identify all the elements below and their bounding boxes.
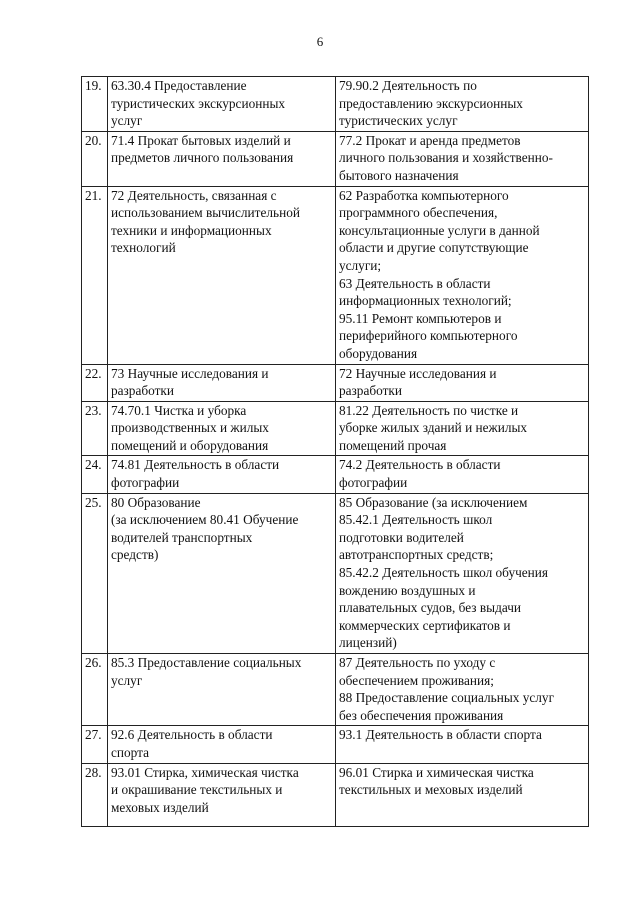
cell-text-line: услуг bbox=[111, 113, 143, 129]
cell-text-line: 77.2 Прокат и аренда предметов bbox=[339, 132, 521, 148]
cell-text-line: производственных и жилых bbox=[111, 420, 269, 436]
old-classifier-cell bbox=[108, 654, 336, 726]
cell-text-line: помещений и оборудования bbox=[111, 437, 269, 453]
cell-text-line: 72 Деятельность, связанная с bbox=[111, 187, 277, 203]
cell-text-line: 79.90.2 Деятельность по bbox=[339, 78, 477, 93]
cell-text-line: использованием вычислительной bbox=[111, 205, 300, 221]
cell-text-line: 85.3 Предоставление социальных bbox=[111, 655, 302, 670]
row-number: 28. bbox=[82, 763, 108, 827]
cell-text-line: фотографии bbox=[339, 475, 408, 491]
cell-text-line: предоставлению экскурсионных bbox=[339, 95, 523, 111]
row-number: 20. bbox=[82, 131, 108, 186]
cell-text-line: оборудования bbox=[339, 345, 418, 361]
cell-text-line: 74.81 Деятельность в области bbox=[111, 457, 280, 473]
row-number: 19. bbox=[82, 77, 108, 132]
cell-text-line: подготовки водителей bbox=[339, 529, 464, 545]
cell-text-line: автотранспортных средств; bbox=[339, 547, 494, 563]
cell-text-line: 85 Образование (за исключением bbox=[339, 494, 528, 510]
cell-text-line: (за исключением 80.41 Обучение bbox=[111, 512, 299, 528]
row-number: 26. bbox=[82, 654, 108, 726]
table-row bbox=[82, 364, 589, 401]
cell-text-line: разработки bbox=[111, 383, 174, 399]
new-classifier-cell bbox=[336, 77, 589, 132]
page-number: 6 bbox=[316, 34, 324, 49]
cell-text-line: 81.22 Деятельность по чистке и bbox=[339, 402, 519, 418]
cell-text-line: помещений прочая bbox=[339, 437, 447, 453]
cell-text-line: предметов личного пользования bbox=[111, 150, 294, 166]
row-number: 22. bbox=[82, 364, 108, 401]
cell-text-line: 63 Деятельность в области bbox=[339, 275, 491, 291]
cell-text-line: 63.30.4 Предоставление bbox=[111, 78, 247, 93]
table-row bbox=[82, 654, 589, 726]
cell-text-line: программного обеспечения, bbox=[339, 205, 498, 221]
row-number: 23. bbox=[82, 401, 108, 456]
cell-text-line: вождению воздушных и bbox=[339, 582, 476, 598]
table-body bbox=[82, 77, 589, 827]
cell-text-line: разработки bbox=[339, 383, 402, 399]
cell-text-line: 85.42.2 Деятельность школ обучения bbox=[339, 565, 549, 581]
cell-text-line: информационных технологий; bbox=[339, 293, 512, 309]
cell-text-line: без обеспечения проживания bbox=[339, 707, 504, 723]
cell-text-line: туристических экскурсионных bbox=[111, 95, 286, 111]
cell-text-line: 62 Разработка компьютерного bbox=[339, 187, 509, 203]
table-row bbox=[82, 131, 589, 186]
cell-text-line: средств) bbox=[111, 547, 159, 563]
table-row bbox=[82, 763, 589, 827]
cell-text-line: 88 Предоставление социальных услуг bbox=[339, 690, 555, 706]
cell-text-line: 95.11 Ремонт компьютеров и bbox=[339, 310, 502, 326]
cell-text-line: лицензий) bbox=[339, 635, 397, 651]
old-classifier-cell bbox=[108, 493, 336, 653]
cell-text-line: области и другие сопутствующие bbox=[339, 240, 529, 256]
old-classifier-cell bbox=[108, 186, 336, 364]
row-number: 21. bbox=[82, 186, 108, 364]
cell-text-line: услуг bbox=[111, 672, 143, 688]
table-row bbox=[82, 726, 589, 763]
cell-text-line: 72 Научные исследования и bbox=[339, 365, 497, 381]
new-classifier-cell bbox=[336, 364, 589, 401]
cell-text-line: 93.1 Деятельность в области спорта bbox=[339, 727, 542, 743]
cell-text-line: и окрашивание текстильных и bbox=[111, 782, 283, 798]
new-classifier-cell bbox=[336, 401, 589, 456]
cell-text-line: плавательных судов, без выдачи bbox=[339, 600, 522, 616]
classification-table bbox=[81, 76, 589, 827]
cell-text-line: 87 Деятельность по уходу с bbox=[339, 655, 496, 670]
old-classifier-cell bbox=[108, 726, 336, 763]
cell-text-line: 93.01 Стирка, химическая чистка bbox=[111, 764, 299, 780]
new-classifier-cell bbox=[336, 131, 589, 186]
table-row bbox=[82, 77, 589, 132]
new-classifier-cell bbox=[336, 726, 589, 763]
cell-text-line: спорта bbox=[111, 744, 150, 760]
cell-text-line: 74.2 Деятельность в области bbox=[339, 457, 501, 473]
old-classifier-cell bbox=[108, 763, 336, 827]
cell-text-line: уборке жилых зданий и нежилых bbox=[339, 420, 528, 436]
cell-text-line: услуги; bbox=[339, 257, 382, 273]
old-classifier-cell bbox=[108, 131, 336, 186]
cell-text-line: личного пользования и хозяйственно- bbox=[339, 150, 553, 166]
row-number: 27. bbox=[82, 726, 108, 763]
cell-text-line: водителей транспортных bbox=[111, 529, 253, 545]
cell-text-line: 74.70.1 Чистка и уборка bbox=[111, 402, 247, 418]
cell-text-line: коммерческих сертификатов и bbox=[339, 617, 511, 633]
cell-text-line: 73 Научные исследования и bbox=[111, 365, 269, 381]
cell-text-line: обеспечением проживания; bbox=[339, 672, 494, 688]
cell-text-line: 71.4 Прокат бытовых изделий и bbox=[111, 132, 291, 148]
cell-text-line: меховых изделий bbox=[111, 799, 209, 815]
old-classifier-cell bbox=[108, 456, 336, 493]
table-row bbox=[82, 401, 589, 456]
cell-text-line: консультационные услуги в данной bbox=[339, 222, 540, 238]
cell-text-line: туристических услуг bbox=[339, 113, 458, 129]
row-number: 24. bbox=[82, 456, 108, 493]
cell-text-line: 92.6 Деятельность в области bbox=[111, 727, 273, 743]
cell-text-line: технологий bbox=[111, 240, 176, 256]
cell-text-line: 80 Образование bbox=[111, 494, 201, 510]
table-row bbox=[82, 186, 589, 364]
cell-text-line: бытового назначения bbox=[339, 167, 459, 183]
new-classifier-cell bbox=[336, 493, 589, 653]
row-number: 25. bbox=[82, 493, 108, 653]
cell-text-line: текстильных и меховых изделий bbox=[339, 782, 523, 798]
cell-text-line: периферийного компьютерного bbox=[339, 328, 518, 344]
cell-text-line: фотографии bbox=[111, 475, 180, 491]
cell-text-line: 96.01 Стирка и химическая чистка bbox=[339, 764, 534, 780]
cell-text-line: 85.42.1 Деятельность школ bbox=[339, 512, 493, 528]
new-classifier-cell bbox=[336, 654, 589, 726]
table-row bbox=[82, 456, 589, 493]
cell-text-line: техники и информационных bbox=[111, 222, 272, 238]
table-row bbox=[82, 493, 589, 653]
new-classifier-cell bbox=[336, 763, 589, 827]
new-classifier-cell bbox=[336, 456, 589, 493]
old-classifier-cell bbox=[108, 77, 336, 132]
old-classifier-cell bbox=[108, 401, 336, 456]
old-classifier-cell bbox=[108, 364, 336, 401]
new-classifier-cell bbox=[336, 186, 589, 364]
